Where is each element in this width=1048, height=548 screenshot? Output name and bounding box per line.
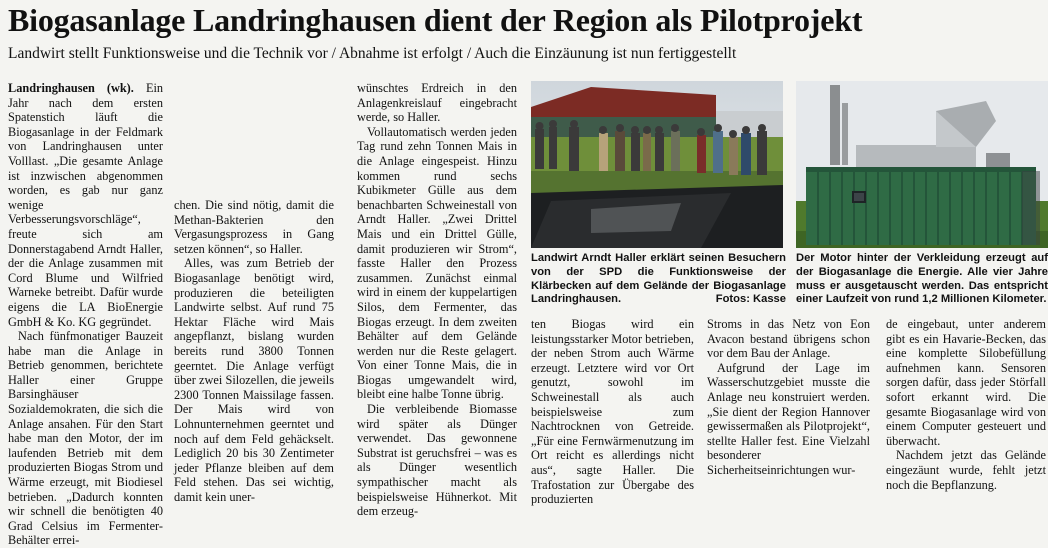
photo-caption-engine: [796, 252, 1048, 314]
paragraph: Nachdem jetzt das Gelände eingezäunt wurde, fehlt jetzt noch die Bepflanzung.: [886, 448, 1046, 492]
article-column-1: [8, 81, 164, 548]
paragraph: Alles, was zum Betrieb der Biogasanlage benötigt wird, produzieren die beteiligten Landwirte selbst. Auf rund 75 Hektar Fläche wird Mais angepflanzt, bislang wurden bereits rund 3800 Tonnen geerntet. Die Anlage verfügt über zwei Silozellen, die jeweils 2300 Tonnen Maissilage fassen. Der Mais wird von Lohnunternehmen geerntet und noch auf dem Feld gehäckselt. Lediglich 20 bis 30 Zentimeter jeder Pflanze bleiben auf dem Feld stehen. Das sei wichtig, damit kein uner-: [174, 256, 334, 504]
paragraph-text: Ein Jahr nach dem ersten Spatenstich läuft die Biogasanlage in der Feldmark von Landringhausen unter Volllast. „Die gesamte Anlage ist inzwischen abgenommen worden, es gab nur ganz wenige Verbesserungsvorschläge“, freute sich am Donnerstagabend Arndt Haller, der die Anlage zusammen mit Cord Blume und Wilfried Warneke betreibt. Dafür wurde eigens die LA BioEnergie GmbH & Ko. KG gegründet.: [8, 81, 164, 329]
paragraph: Die verbleibende Biomasse wird später als Dünger verwendet. Das gewonnene Substrat ist geruchsfrei – was es als Dünger wesentlich sympathischer macht als beispielsweise Hühnerkot. Mit dem erzeug-: [357, 402, 517, 519]
paragraph: Aufgrund der Lage im Wasserschutzgebiet musste die Anlage neu konstruiert werden. „Sie dient der Region Hannover gewissermaßen als Pilotprojekt“, stellte Haller fest. Eine Vielzahl besonderer Sicherheitseinrichtungen wur-: [707, 360, 870, 477]
article-column-4: [531, 317, 694, 507]
article-column-2: [174, 198, 334, 504]
dateline: Landringhausen (wk).: [8, 81, 134, 95]
paragraph: wünschtes Erdreich in den Anlagenkreislauf eingebracht werde, so Haller.: [357, 81, 517, 125]
caption-text: Landwirt Arndt Haller erklärt seinen Besuchern von der SPD die Funktionsweise der Klärbecken auf dem Gelände der Biogasanlage Landringhausen.: [531, 252, 786, 306]
article-column-6: [886, 317, 1046, 492]
photo-caption-visitors: [531, 252, 786, 314]
paragraph: Vollautomatisch werden jeden Tag rund zehn Tonnen Mais in die Anlage eingespeist. Hinzu kommen rund sechs Kubikmeter Gülle aus dem benachbarten Schweinestall von Arndt Haller. „Zwei Drittel Mais und ein Drittel Gülle, damit produzieren wir Strom“, fasste Haller den Prozess zusammen. Zunächst einmal wird in einem der kuppelartigen Silos, dem Fermenter, das Biogas erzeugt. In dem zweiten Behälter auf dem Gelände werden nur die Reste gelagert. Von einer Tonne Mais, die in Biogas umgewandelt wird, bleibt eine halbe Tonne übrig.: [357, 124, 517, 402]
article-column-3: [357, 81, 517, 519]
caption-text: Der Motor hinter der Verkleidung erzeugt auf der Biogasanlage die Energie. Alle vier Jahre muss er ausgetauscht werden. Das entspricht einer Laufzeit von rund 1,2 Millionen Kilometer.: [796, 252, 1048, 306]
photo-engine-container: [796, 81, 1048, 248]
paragraph: de eingebaut, unter anderem gibt es ein Havarie-Becken, das eine komplette Silobefüllung aufnehmen kann. Sensoren sorgen dafür, dass jeder Störfall sofort erkannt wird. Die gesamte Biogasanlage wird von einem Computer gesteuert und überwacht.: [886, 317, 1046, 448]
article-headline: Biogasanlage Landringhausen dient der Region als Pilotprojekt: [8, 2, 863, 38]
paragraph: [8, 81, 163, 329]
paragraph: chen. Die sind nötig, damit die Methan-Bakterien den Vergasungsprozess in Gang setzen können“, so Haller.: [174, 198, 334, 256]
paragraph: ten Biogas wird ein leistungsstarker Motor betrieben, der neben Strom auch Wärme erzeugt. Letztere wird vor Ort genutzt, sowohl im Schweinestall als auch beispielsweise zum Nachtrocknen von Getreide. „Für eine Fernwärmenutzung im Ort reicht es allerdings nicht aus“, sagte Haller. Die Trafostation zur Übergabe des produzierten: [531, 317, 694, 507]
paragraph: Stroms in das Netz von Eon Avacon bestand übrigens schon vor dem Bau der Anlage.: [707, 317, 870, 361]
photo-credit: Fotos: Kasse: [715, 293, 786, 306]
photo-visitors-at-basin: [531, 81, 783, 248]
article-column-5: [707, 317, 870, 479]
article-subheadline: Landwirt stellt Funktionsweise und die Technik vor / Abnahme ist erfolgt / Auch die Einzäunung ist nun fertiggestellt: [8, 45, 737, 62]
paragraph: Nach fünfmonatiger Bauzeit habe man die Anlage in Betrieb genommen, berichtete Haller einer Gruppe Barsinghäuser Sozialdemokraten, die sich die Anlage ansahen. Für den Start habe man den Motor, der im laufenden Betrieb mit dem produzierten Biogas Strom und Wärme erzeugt, mit Biodiesel betrieben. „Dadurch konnten wir schnell die benötigten 40 Grad Celsius im Fermenter-Behälter errei-: [8, 329, 163, 548]
